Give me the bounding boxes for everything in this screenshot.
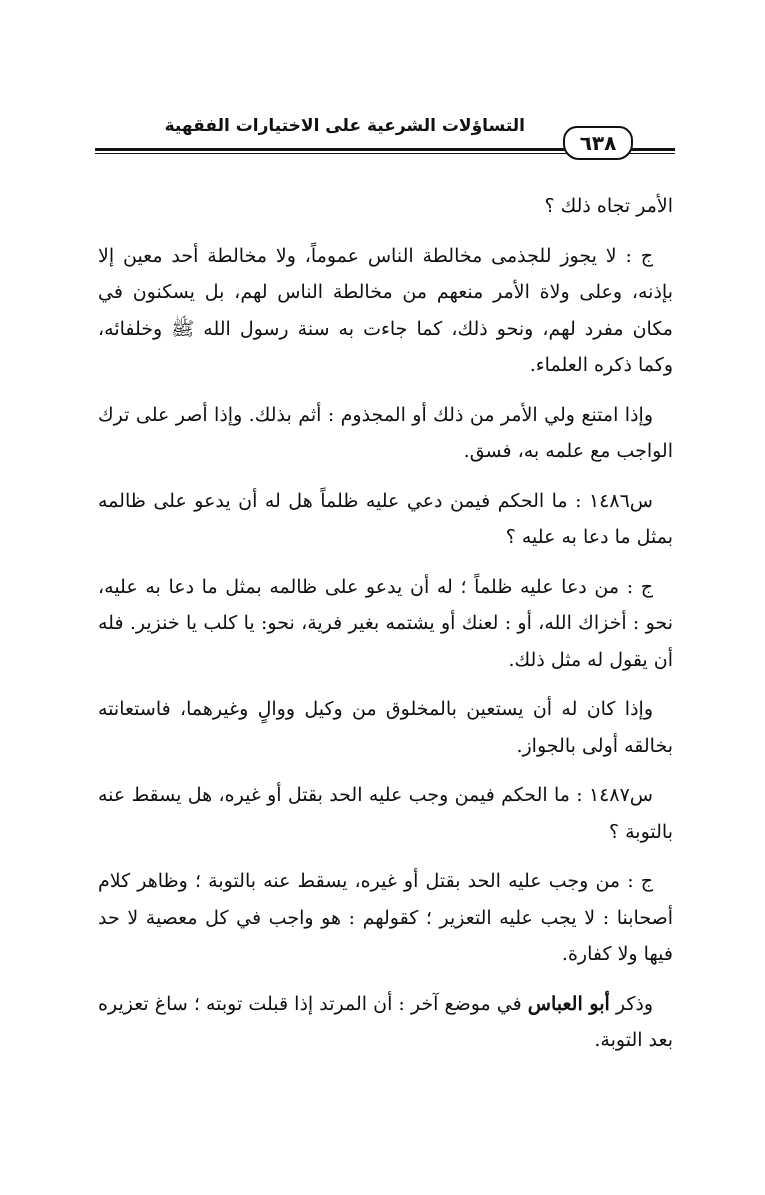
author-name: أبو العباس (527, 992, 610, 1015)
paragraph-continued: الأمر تجاه ذلك ؟ (544, 195, 673, 217)
text-run: في موضع آخر : أن المرتد إذا قبلت توبته ؛ ساغ تعزيره بعد التوبة. (98, 992, 673, 1051)
paragraph: وإذا كان له أن يستعين بالمخلوق من وكيل ووالٍ وغيرهما، فاستعانته بخالقه أولى بالجواز. (98, 698, 673, 757)
answer-paragraph: ج : من دعا عليه ظلماً ؛ له أن يدعو على ظالمه بمثل ما دعا به عليه، نحو : أخزاك الله، أو : لعنك أو يشتمه بغير فرية، نحو: يا كلب يا خنزير. فله أن يقول له مثل ذلك. (98, 575, 673, 671)
page-header (95, 108, 675, 156)
paragraph: وإذا امتنع ولي الأمر من ذلك أو المجذوم : أثم بذلك. وإذا أصر على ترك الواجب مع علمه به، فسق. (98, 403, 673, 462)
page-number: ٦٣٨ (563, 126, 633, 160)
question-paragraph: س١٤٨٧ : ما الحكم فيمن وجب عليه الحد بقتل أو غيره، هل يسقط عنه بالتوبة ؟ (98, 784, 673, 843)
answer-paragraph: ج : لا يجوز للجذمى مخالطة الناس عموماً، ولا مخالطة أحد معين إلا بإذنه، وعلى ولاة الأمر منعهم من مخالطة الناس لهم، بل يسكنون في مكان مفرد لهم، ونحو ذلك، كما جاءت به سنة رسول الله ﷺ وخلفائه، وكما ذكره العلماء. (98, 244, 673, 376)
page-body (98, 188, 673, 1072)
answer-paragraph: ج : من وجب عليه الحد بقتل أو غيره، يسقط عنه بالتوبة ؛ وظاهر كلام أصحابنا : لا يجب عليه التعزير ؛ كقولهم : هو واجب في كل معصية لا حد فيها ولا كفارة. (98, 870, 673, 965)
paragraph (98, 986, 673, 1059)
running-title: التساؤلات الشرعية على الاختيارات الفقهية (164, 116, 525, 136)
question-paragraph: س١٤٨٦ : ما الحكم فيمن دعي عليه ظلماً هل له أن يدعو على ظالمه بمثل ما دعا به عليه ؟ (98, 489, 673, 548)
text-run: وذكر (615, 992, 654, 1015)
